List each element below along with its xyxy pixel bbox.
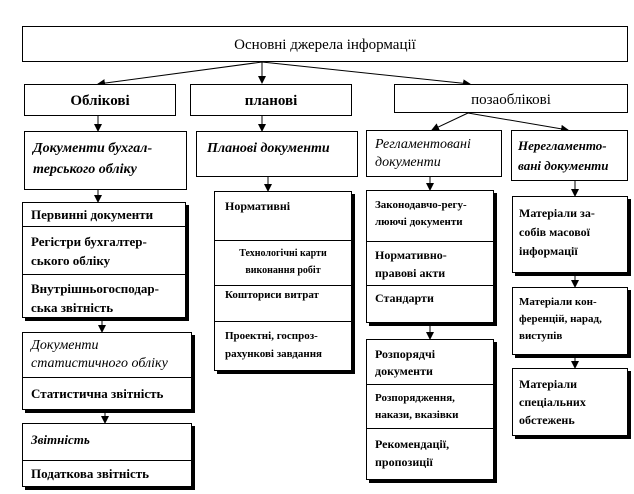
col1-items-group bbox=[22, 202, 186, 318]
col4-header-box bbox=[511, 130, 628, 181]
col2-item-2-label: Кошториси витрат bbox=[225, 289, 319, 301]
col3-item-0 bbox=[367, 191, 493, 242]
col3-lower-item-1 bbox=[367, 384, 493, 429]
col4-item-2-label: Матеріали спеціальних обстежень bbox=[519, 377, 586, 427]
arrow-title-pozaoblikovi bbox=[262, 62, 470, 84]
col1-stat-group bbox=[22, 332, 192, 410]
title-box bbox=[22, 26, 628, 62]
category-oblikovi-label: Облікові bbox=[70, 93, 130, 109]
col4-item-1-label: Матеріали кон- ференцій, нарад, виступів bbox=[519, 296, 602, 342]
col1-item-2 bbox=[23, 274, 185, 319]
col2-items-group bbox=[214, 191, 352, 371]
col4-item-0 bbox=[512, 196, 628, 273]
col2-item-3-label: Проектні, госпроз- рахункові завдання bbox=[225, 330, 322, 360]
col2-item-0-label: Нормативні bbox=[225, 199, 291, 213]
col1-item-1 bbox=[23, 226, 185, 275]
col1-header-text: Документи бухгал- терського обліку bbox=[33, 141, 153, 177]
col1-report-item-label: Податкова звітність bbox=[31, 466, 150, 481]
category-pozaoblikovi bbox=[394, 84, 628, 113]
col2-header-text: Планові документи bbox=[207, 141, 330, 156]
col2-header-box bbox=[196, 131, 358, 177]
col3-lower-item-1-label: Розпорядження, накази, вказівки bbox=[375, 392, 459, 421]
col3-item-2-label: Стандарти bbox=[375, 291, 434, 305]
col4-item-2 bbox=[512, 368, 628, 436]
col3-item-1 bbox=[367, 241, 493, 286]
col1-stat-item-label: Статистична звітність bbox=[31, 386, 164, 401]
arrow-pozaoblikovi-col3 bbox=[432, 113, 468, 130]
col1-header-box bbox=[24, 131, 187, 190]
col3-header-box bbox=[366, 130, 502, 177]
col1-report-header-label: Звітність bbox=[31, 432, 90, 447]
category-planovi bbox=[190, 84, 352, 116]
col3-header-text: Регламентовані документи bbox=[375, 137, 471, 170]
col3-item-1-label: Нормативно- правові акти bbox=[375, 248, 447, 280]
arrow-title-oblikovi bbox=[98, 62, 262, 84]
col4-item-1 bbox=[512, 287, 628, 355]
category-oblikovi bbox=[24, 84, 176, 116]
col3-lower-item-0 bbox=[367, 340, 493, 385]
col2-item-1-label: Технологічні карти виконання робіт bbox=[239, 248, 327, 276]
col2-item-2 bbox=[215, 285, 351, 322]
arrow-pozaoblikovi-col4 bbox=[468, 113, 568, 130]
col1-stat-header-label: Документи статистичного обліку bbox=[31, 338, 168, 371]
col1-item-0-label: Первинні документи bbox=[31, 207, 154, 222]
col3-lower-item-2 bbox=[367, 428, 493, 481]
col3-item-0-label: Законодавчо-регу- люючі документи bbox=[375, 199, 467, 228]
col3-lower-item-2-label: Рекомендації, пропозиції bbox=[375, 437, 450, 469]
col2-item-0 bbox=[215, 192, 351, 241]
col1-item-2-label: Внутрішньогосподар- ська звітність bbox=[31, 281, 159, 315]
category-planovi-label: планові bbox=[244, 93, 298, 109]
col3-item-2 bbox=[367, 285, 493, 324]
col1-report-item bbox=[23, 460, 191, 488]
col1-stat-header bbox=[23, 333, 191, 378]
col1-item-0 bbox=[23, 203, 185, 227]
col1-report-header bbox=[23, 424, 191, 461]
category-pozaoblikovi-label: позаоблікові bbox=[471, 92, 551, 108]
col1-item-1-label: Регістри бухгалтер- ського обліку bbox=[31, 234, 147, 268]
col4-item-0-label: Матеріали за- собів масової інформації bbox=[519, 206, 595, 258]
col4-header-text: Нерегламенто- вані документи bbox=[518, 138, 609, 173]
col3-lower-group bbox=[366, 339, 494, 480]
col2-item-3 bbox=[215, 321, 351, 372]
col1-report-group bbox=[22, 423, 192, 487]
col3-lower-item-0-label: Розпорядчі документи bbox=[375, 347, 436, 378]
col1-stat-item bbox=[23, 377, 191, 411]
col3-items-group bbox=[366, 190, 494, 323]
col2-item-1 bbox=[215, 240, 351, 286]
title-text: Основні джерела інформації bbox=[234, 37, 416, 53]
